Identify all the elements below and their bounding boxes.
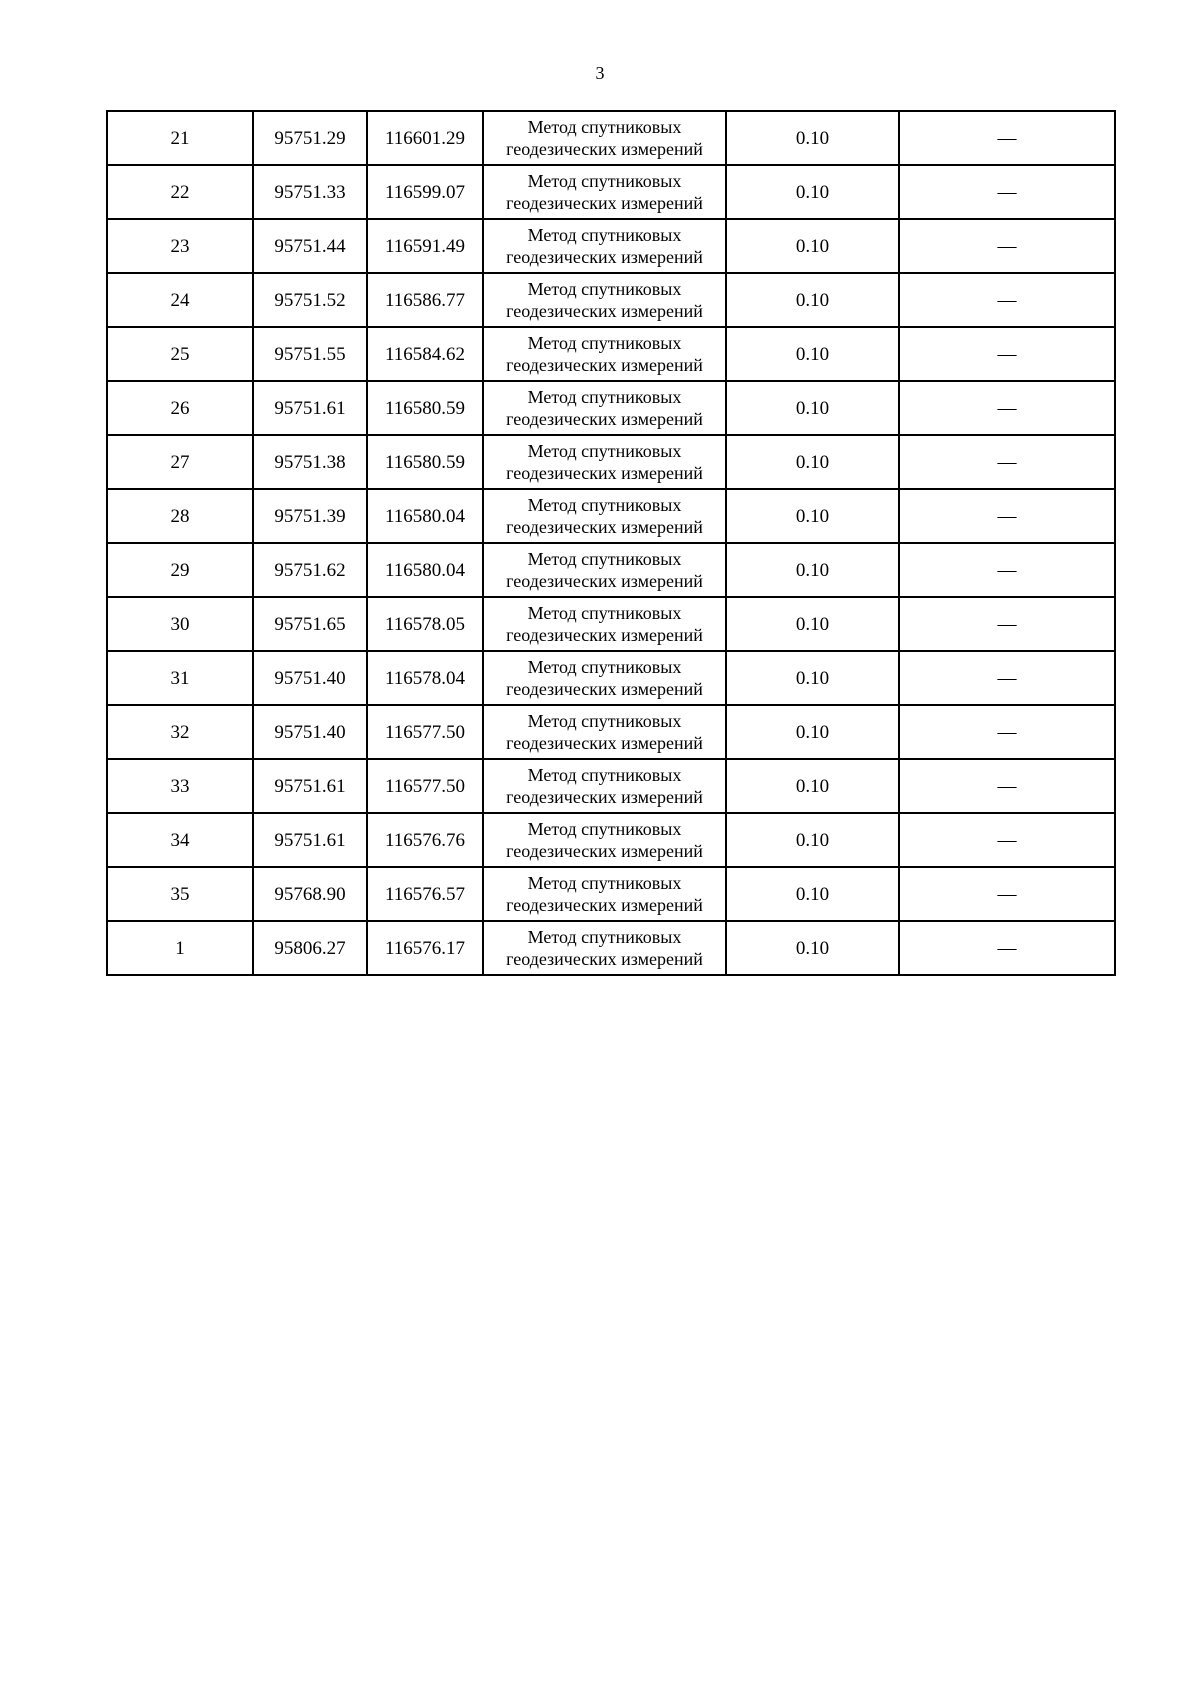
- accuracy-cell: 0.10: [726, 165, 899, 219]
- method-line: геодезических измерений: [506, 355, 703, 375]
- x-coordinate-cell: 95768.90: [253, 867, 367, 921]
- table-row: [107, 759, 1115, 813]
- description-cell: —: [899, 273, 1115, 327]
- y-coordinate-cell: 116578.04: [367, 651, 483, 705]
- point-number-cell: 23: [107, 219, 253, 273]
- method-line: Метод спутниковых: [527, 711, 682, 731]
- method-line: геодезических измерений: [506, 409, 703, 429]
- point-number-cell: 26: [107, 381, 253, 435]
- accuracy-cell: 0.10: [726, 867, 899, 921]
- accuracy-cell: 0.10: [726, 921, 899, 975]
- accuracy-cell: 0.10: [726, 435, 899, 489]
- accuracy-cell: 0.10: [726, 381, 899, 435]
- table-row: [107, 219, 1115, 273]
- table-row: [107, 435, 1115, 489]
- description-cell: —: [899, 165, 1115, 219]
- method-line: Метод спутниковых: [527, 441, 682, 461]
- method-line: Метод спутниковых: [527, 549, 682, 569]
- table-row: [107, 867, 1115, 921]
- method-line: геодезических измерений: [506, 787, 703, 807]
- method-cell: [483, 273, 726, 327]
- x-coordinate-cell: 95751.33: [253, 165, 367, 219]
- method-line: Метод спутниковых: [527, 765, 682, 785]
- x-coordinate-cell: 95751.38: [253, 435, 367, 489]
- point-number-cell: 28: [107, 489, 253, 543]
- y-coordinate-cell: 116584.62: [367, 327, 483, 381]
- table-row: [107, 111, 1115, 165]
- x-coordinate-cell: 95751.52: [253, 273, 367, 327]
- accuracy-cell: 0.10: [726, 705, 899, 759]
- method-line: геодезических измерений: [506, 571, 703, 591]
- method-line: Метод спутниковых: [527, 495, 682, 515]
- accuracy-cell: 0.10: [726, 273, 899, 327]
- description-cell: —: [899, 921, 1115, 975]
- description-cell: —: [899, 381, 1115, 435]
- method-line: геодезических измерений: [506, 193, 703, 213]
- point-number-cell: 27: [107, 435, 253, 489]
- method-cell: [483, 759, 726, 813]
- x-coordinate-cell: 95751.39: [253, 489, 367, 543]
- point-number-cell: 24: [107, 273, 253, 327]
- accuracy-cell: 0.10: [726, 651, 899, 705]
- table-row: [107, 165, 1115, 219]
- x-coordinate-cell: 95751.55: [253, 327, 367, 381]
- point-number-cell: 33: [107, 759, 253, 813]
- method-cell: [483, 165, 726, 219]
- method-line: геодезических измерений: [506, 841, 703, 861]
- coordinates-table-body: [107, 111, 1115, 975]
- point-number-cell: 29: [107, 543, 253, 597]
- method-cell: [483, 543, 726, 597]
- method-cell: [483, 219, 726, 273]
- method-line: Метод спутниковых: [527, 225, 682, 245]
- table-row: [107, 813, 1115, 867]
- y-coordinate-cell: 116576.57: [367, 867, 483, 921]
- table-row: [107, 543, 1115, 597]
- table-row: [107, 327, 1115, 381]
- accuracy-cell: 0.10: [726, 543, 899, 597]
- description-cell: —: [899, 759, 1115, 813]
- y-coordinate-cell: 116599.07: [367, 165, 483, 219]
- table-row: [107, 273, 1115, 327]
- method-line: геодезических измерений: [506, 517, 703, 537]
- description-cell: —: [899, 705, 1115, 759]
- point-number-cell: 21: [107, 111, 253, 165]
- x-coordinate-cell: 95751.61: [253, 381, 367, 435]
- description-cell: —: [899, 597, 1115, 651]
- method-cell: [483, 489, 726, 543]
- point-number-cell: 25: [107, 327, 253, 381]
- point-number-cell: 22: [107, 165, 253, 219]
- method-line: Метод спутниковых: [527, 927, 682, 947]
- x-coordinate-cell: 95751.40: [253, 651, 367, 705]
- description-cell: —: [899, 651, 1115, 705]
- method-line: Метод спутниковых: [527, 279, 682, 299]
- accuracy-cell: 0.10: [726, 813, 899, 867]
- table-row: [107, 597, 1115, 651]
- accuracy-cell: 0.10: [726, 759, 899, 813]
- point-number-cell: 1: [107, 921, 253, 975]
- method-line: геодезических измерений: [506, 625, 703, 645]
- method-line: Метод спутниковых: [527, 171, 682, 191]
- y-coordinate-cell: 116591.49: [367, 219, 483, 273]
- description-cell: —: [899, 813, 1115, 867]
- method-line: геодезических измерений: [506, 679, 703, 699]
- table-row: [107, 705, 1115, 759]
- method-line: Метод спутниковых: [527, 873, 682, 893]
- page-number: 3: [595, 63, 605, 83]
- y-coordinate-cell: 116577.50: [367, 759, 483, 813]
- method-line: Метод спутниковых: [527, 333, 682, 353]
- method-cell: [483, 435, 726, 489]
- x-coordinate-cell: 95751.44: [253, 219, 367, 273]
- description-cell: —: [899, 543, 1115, 597]
- description-cell: —: [899, 219, 1115, 273]
- y-coordinate-cell: 116576.17: [367, 921, 483, 975]
- y-coordinate-cell: 116601.29: [367, 111, 483, 165]
- method-line: геодезических измерений: [506, 247, 703, 267]
- x-coordinate-cell: 95751.61: [253, 813, 367, 867]
- method-cell: [483, 813, 726, 867]
- accuracy-cell: 0.10: [726, 219, 899, 273]
- y-coordinate-cell: 116580.04: [367, 489, 483, 543]
- method-cell: [483, 381, 726, 435]
- table-row: [107, 921, 1115, 975]
- description-cell: —: [899, 111, 1115, 165]
- y-coordinate-cell: 116586.77: [367, 273, 483, 327]
- point-number-cell: 30: [107, 597, 253, 651]
- table-row: [107, 381, 1115, 435]
- description-cell: —: [899, 327, 1115, 381]
- table-row: [107, 651, 1115, 705]
- method-line: геодезических измерений: [506, 301, 703, 321]
- point-number-cell: 32: [107, 705, 253, 759]
- method-line: Метод спутниковых: [527, 819, 682, 839]
- method-cell: [483, 651, 726, 705]
- y-coordinate-cell: 116580.59: [367, 435, 483, 489]
- method-cell: [483, 597, 726, 651]
- accuracy-cell: 0.10: [726, 597, 899, 651]
- y-coordinate-cell: 116577.50: [367, 705, 483, 759]
- point-number-cell: 35: [107, 867, 253, 921]
- method-line: геодезических измерений: [506, 463, 703, 483]
- description-cell: —: [899, 489, 1115, 543]
- x-coordinate-cell: 95751.29: [253, 111, 367, 165]
- method-line: Метод спутниковых: [527, 117, 682, 137]
- method-line: геодезических измерений: [506, 139, 703, 159]
- point-number-cell: 31: [107, 651, 253, 705]
- point-number-cell: 34: [107, 813, 253, 867]
- accuracy-cell: 0.10: [726, 327, 899, 381]
- method-cell: [483, 705, 726, 759]
- method-cell: [483, 327, 726, 381]
- method-cell: [483, 867, 726, 921]
- description-cell: —: [899, 867, 1115, 921]
- accuracy-cell: 0.10: [726, 111, 899, 165]
- method-line: Метод спутниковых: [527, 657, 682, 677]
- x-coordinate-cell: 95806.27: [253, 921, 367, 975]
- x-coordinate-cell: 95751.65: [253, 597, 367, 651]
- method-cell: [483, 111, 726, 165]
- x-coordinate-cell: 95751.62: [253, 543, 367, 597]
- accuracy-cell: 0.10: [726, 489, 899, 543]
- method-line: геодезических измерений: [506, 949, 703, 969]
- method-cell: [483, 921, 726, 975]
- x-coordinate-cell: 95751.40: [253, 705, 367, 759]
- y-coordinate-cell: 116576.76: [367, 813, 483, 867]
- method-line: Метод спутниковых: [527, 387, 682, 407]
- description-cell: —: [899, 435, 1115, 489]
- y-coordinate-cell: 116580.04: [367, 543, 483, 597]
- table-row: [107, 489, 1115, 543]
- y-coordinate-cell: 116580.59: [367, 381, 483, 435]
- x-coordinate-cell: 95751.61: [253, 759, 367, 813]
- coordinates-table: [106, 110, 1116, 976]
- method-line: геодезических измерений: [506, 895, 703, 915]
- method-line: Метод спутниковых: [527, 603, 682, 623]
- method-line: геодезических измерений: [506, 733, 703, 753]
- y-coordinate-cell: 116578.05: [367, 597, 483, 651]
